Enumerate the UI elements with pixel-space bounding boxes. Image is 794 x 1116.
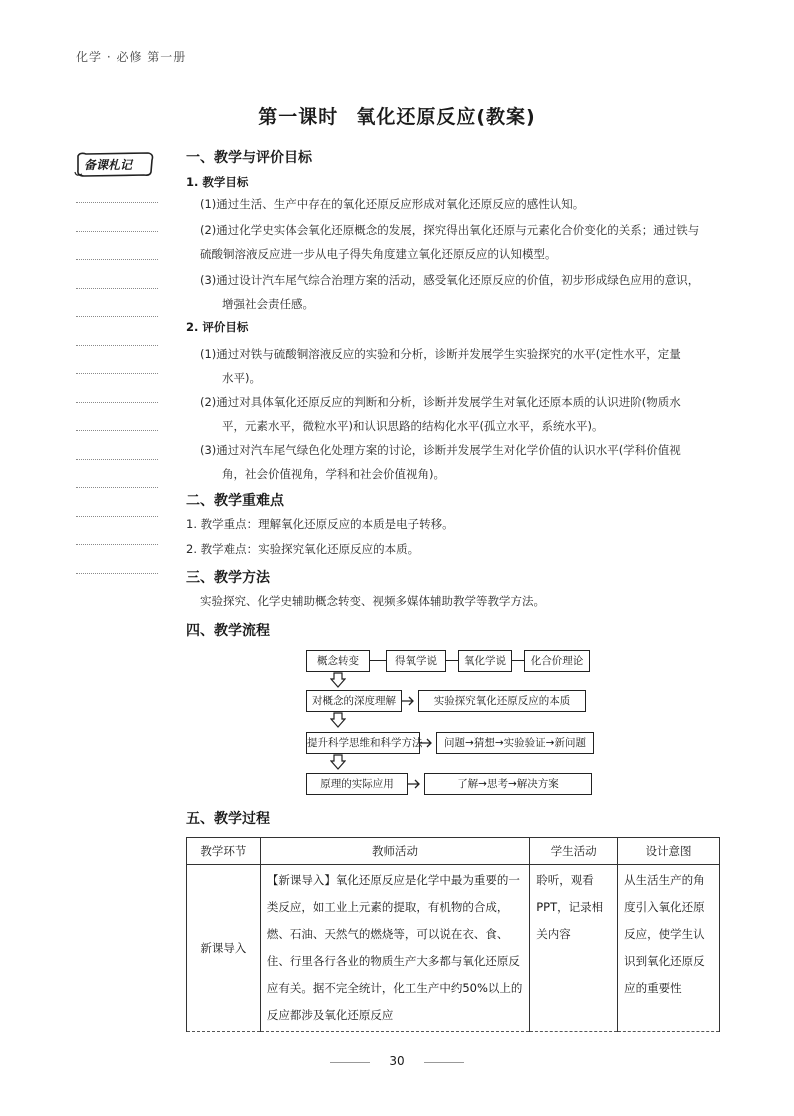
column-header: 教师活动 (260, 838, 529, 865)
note-line (76, 402, 158, 403)
table-row (187, 865, 720, 1032)
column-header: 设计意图 (618, 838, 720, 865)
eval-item-cont: 角，社会价值视角，学科和社会价值视角)。 (222, 467, 445, 481)
flow-connector (512, 660, 524, 661)
cell-stage: 新课导入 (187, 865, 261, 1032)
note-line (76, 259, 158, 260)
flow-box-concept-change: 概念转变 (306, 650, 370, 672)
teaching-process-table (186, 837, 720, 1032)
lesson-label: 第一课时 (258, 106, 339, 128)
flow-box-inquiry-cycle: 问题→猜想→实验验证→新问题 (436, 732, 594, 754)
eval-item: (1)通过对铁与硫酸铜溶液反应的实验和分析，诊断并发展学生实验探究的水平(定性水平，定量 (200, 347, 681, 361)
note-line (76, 516, 158, 517)
methods-text: 实验探究、化学史辅助概念转变、视频多媒体辅助教学等教学方法。 (200, 594, 545, 608)
flow-box-deep-understanding: 对概念的深度理解 (306, 690, 402, 712)
difficult-point: 2. 教学难点：实验探究氧化还原反应的本质。 (186, 542, 420, 556)
subheading-teaching-goals: 1. 教学目标 (186, 175, 249, 189)
right-arrow-icon (419, 735, 435, 755)
down-arrow-icon (330, 672, 346, 692)
note-line (76, 231, 158, 232)
page-title (0, 102, 794, 129)
eval-item-cont: 平，元素水平，微粒水平)和认识思路的结构化水平(孤立水平，系统水平)。 (222, 419, 604, 433)
notes-badge-label: 备课札记 (84, 158, 133, 172)
eval-item-cont: 水平)。 (222, 371, 261, 385)
flow-box-solution-path: 了解→思考→解决方案 (424, 773, 592, 795)
table-header-row (187, 838, 720, 865)
flow-box-experiment-essence: 实验探究氧化还原反应的本质 (418, 690, 586, 712)
eval-item: (3)通过对汽车尾气绿色化处理方案的讨论，诊断并发展学生对化学价值的认识水平(学科价值视 (200, 443, 681, 457)
section-heading-flow: 四、教学流程 (186, 623, 270, 639)
note-line (76, 430, 158, 431)
down-arrow-icon (330, 712, 346, 732)
notes-badge (72, 150, 156, 178)
flow-box-scientific-thinking: 提升科学思维和科学方法 (306, 732, 420, 754)
flow-box-application: 原理的实际应用 (306, 773, 408, 795)
section-heading-goals: 一、教学与评价目标 (186, 150, 312, 166)
flow-box-oxidation-theory: 氧化学说 (458, 650, 512, 672)
note-line (76, 544, 158, 545)
right-arrow-icon (401, 693, 417, 713)
eval-item: (2)通过对具体氧化还原反应的判断和分析，诊断并发展学生对氧化还原本质的认识进阶(物质水 (200, 395, 681, 409)
flow-box-valence-theory: 化合价理论 (524, 650, 590, 672)
note-line (76, 202, 158, 203)
goal-item: (3)通过设计汽车尾气综合治理方案的活动，感受氧化还原反应的价值，初步形成绿色应用的意识， (200, 273, 700, 287)
cell-student-activity: 聆听，观看PPT，记录相关内容 (530, 865, 618, 1032)
note-line (76, 288, 158, 289)
down-arrow-icon (330, 754, 346, 774)
goal-item: (1)通过生活、生产中存在的氧化还原反应形成对氧化还原反应的感性认知。 (200, 197, 585, 211)
flow-connector (370, 660, 386, 661)
note-line (76, 316, 158, 317)
flow-box-oxygen-theory: 得氧学说 (386, 650, 446, 672)
page-number: 30 (389, 1054, 405, 1068)
goal-item-cont: 增强社会责任感。 (222, 297, 314, 311)
section-heading-process: 五、教学过程 (186, 811, 270, 827)
lesson-topic: 氧化还原反应(教案) (356, 106, 536, 128)
subheading-evaluation-goals: 2. 评价目标 (186, 320, 249, 334)
section-heading-methods: 三、教学方法 (186, 570, 270, 586)
right-arrow-icon (407, 776, 423, 796)
note-line (76, 573, 158, 574)
flow-connector (446, 660, 458, 661)
running-header: 化学 · 必修 第一册 (76, 50, 187, 64)
goal-item-cont: 硫酸铜溶液反应进一步从电子得失角度建立氧化还原反应的认知模型。 (200, 247, 557, 261)
column-header: 学生活动 (530, 838, 618, 865)
note-line (76, 459, 158, 460)
cell-design-intent: 从生活生产的角度引入氧化还原反应，使学生认识到氧化还原反应的重要性 (618, 865, 720, 1032)
key-point: 1. 教学重点：理解氧化还原反应的本质是电子转移。 (186, 517, 454, 531)
column-header: 教学环节 (187, 838, 261, 865)
goal-item: (2)通过化学史实体会氧化还原概念的发展，探究得出氧化还原与元素化合价变化的关系；通过铁与 (200, 223, 700, 237)
note-line (76, 373, 158, 374)
note-line (76, 345, 158, 346)
note-line (76, 487, 158, 488)
section-heading-keypoints: 二、教学重难点 (186, 493, 284, 509)
cell-teacher-activity: 【新课导入】氧化还原反应是化学中最为重要的一类反应，如工业上元素的提取，有机物的合成，燃、石油、天然气的燃烧等，可以说在衣、食、住、行里各行各业的物质生产大多都与氧化还原反应有关。据不完全统计，化工生产中约50%以上的反应都涉及氧化还原反应 (260, 865, 529, 1032)
